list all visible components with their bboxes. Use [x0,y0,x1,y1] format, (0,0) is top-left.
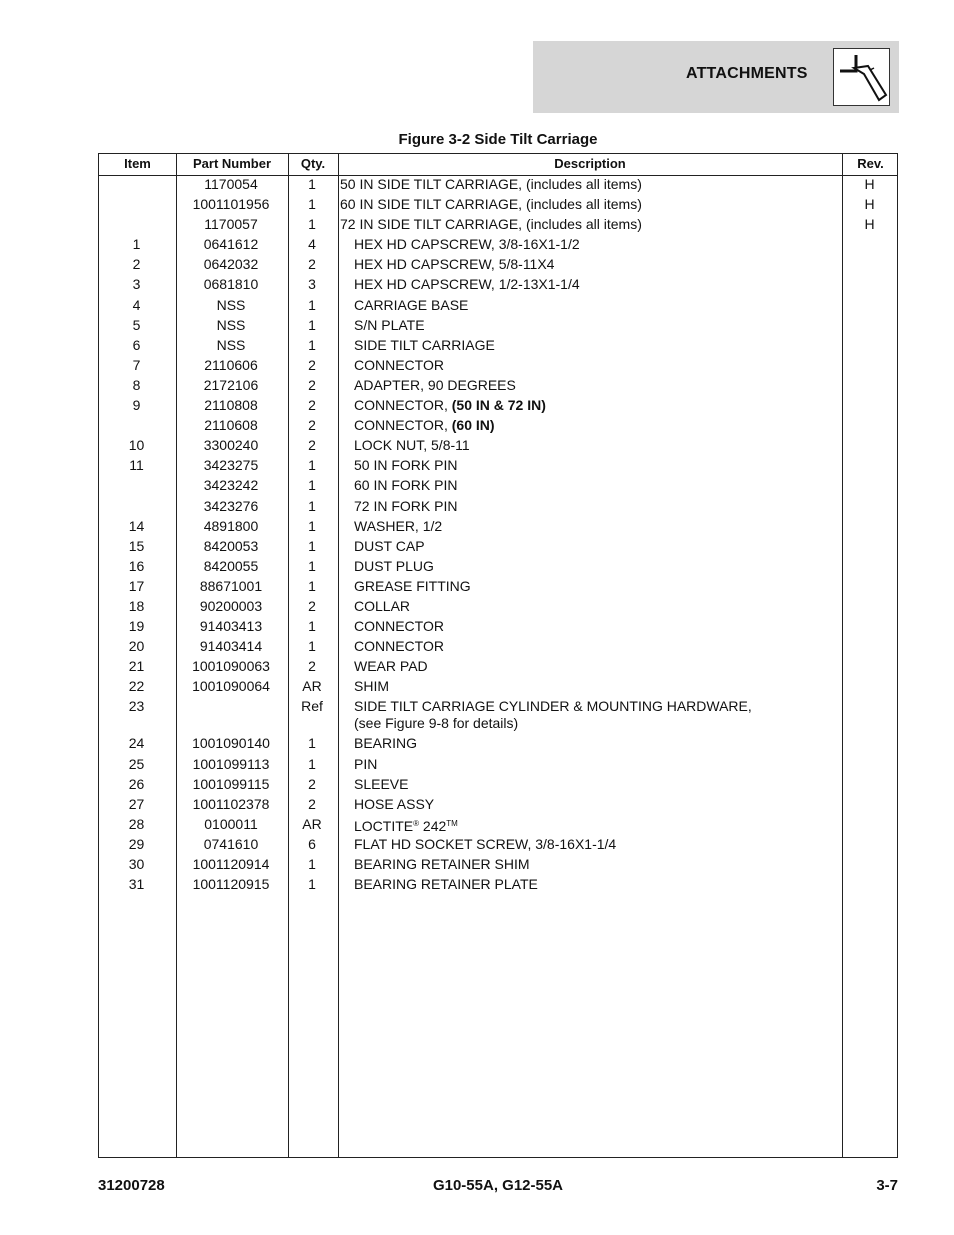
description-text: 60 IN FORK PIN [354,477,458,494]
quantity: 2 [308,795,316,812]
part-number: 3423275 [203,457,259,474]
item-number: 22 [128,678,145,695]
description-text: CONNECTOR [354,356,444,373]
table-row [98,597,898,617]
part-number: 0642032 [203,256,259,273]
description [337,255,841,273]
revision: H [864,176,875,192]
description [337,416,841,434]
description-text: CONNECTOR [354,638,444,655]
quantity: 4 [308,236,316,253]
table-row [98,875,898,895]
quantity: 1 [308,876,316,893]
part-number: 91403414 [199,638,263,655]
table-row [98,316,898,336]
quantity: AR [302,815,322,832]
table-row [98,755,898,775]
column-header-description: Description [554,156,626,171]
table-row [98,734,898,754]
description-text: BEARING RETAINER SHIM [354,856,530,872]
item-number: 21 [128,658,145,675]
description-text: FLAT HD SOCKET SCREW, 3/8-16X1-1/4 [354,835,617,852]
part-number: 2172106 [203,376,259,393]
part-number: 0641612 [203,236,259,253]
item-number: 27 [128,795,145,812]
item-number: 19 [128,618,145,635]
description [337,557,841,575]
description-text: SLEEVE [354,775,409,792]
table-row [98,557,898,577]
table-row [98,215,898,235]
description-text: DUST PLUG [354,557,434,574]
item-number: 25 [128,755,145,772]
description [337,835,841,853]
part-number: 2110808 [204,397,258,414]
description-text: ADAPTER, 90 DEGREES [354,376,516,393]
part-number: 1001090064 [192,678,270,695]
quantity: 1 [308,517,316,534]
table-row [98,476,898,496]
quantity: 1 [308,477,316,494]
part-number: 1001120914 [192,856,270,872]
item-number: 8 [132,376,141,393]
quantity: 1 [308,296,316,313]
description-text: GREASE FITTING [354,577,471,594]
description-size-note: (60 IN) [451,417,495,434]
item-number: 9 [132,397,141,414]
part-number: 1001099115 [192,775,270,792]
quantity: 1 [308,316,316,333]
description-text: 72 IN FORK PIN [354,497,458,514]
description [337,195,841,213]
item-number: 17 [128,577,145,594]
item-number: 3 [132,276,141,293]
part-number: 2110606 [204,356,258,373]
description-text: COLLAR [354,597,411,614]
description-text: CONNECTOR, [354,397,452,414]
description-text: 242 [419,817,447,834]
quantity: 2 [308,658,316,675]
quantity: 1 [308,176,316,192]
description-text: 50 IN FORK PIN [354,457,458,474]
item-number: 24 [128,735,145,752]
quantity: 1 [308,618,316,635]
part-number: NSS [216,316,246,333]
quantity: Ref [301,698,323,715]
quantity: 1 [308,497,316,514]
description [337,537,841,555]
description-text: SIDE TILT CARRIAGE [354,336,495,353]
item-number: 6 [132,336,141,353]
description [337,815,841,835]
column-header-rev: Rev. [857,156,884,171]
description [337,875,841,893]
item-number: 20 [128,638,145,655]
part-number: 8420053 [203,537,259,554]
table-row [98,637,898,657]
description [337,356,841,374]
description-text: HEX HD CAPSCREW, 3/8-16X1-1/2 [354,236,580,253]
quantity: 6 [308,835,316,852]
trademark-mark: TM [446,818,458,828]
table-row [98,436,898,456]
part-number: 1170057 [204,216,258,233]
table-row [98,255,898,275]
table-row [98,235,898,255]
description [337,617,841,635]
part-number: 1001101956 [192,196,270,213]
quantity: 2 [308,356,316,373]
part-number: 1170054 [204,176,258,192]
description [337,215,841,233]
description-text: SIDE TILT CARRIAGE CYLINDER & MOUNTING HARDWARE, [354,698,752,715]
description-text: HEX HD CAPSCREW, 1/2-13X1-1/4 [354,276,580,293]
description [337,456,841,474]
item-number: 14 [128,517,145,534]
quantity: 2 [308,376,316,393]
quantity: 1 [308,856,316,872]
part-number: NSS [216,296,246,313]
table-row [98,677,898,697]
section-title: ATTACHMENTS [686,65,808,82]
parts-table-body [98,175,898,895]
description-text: DUST CAP [354,537,425,554]
description-text: PIN [354,755,378,772]
description-text: BEARING [354,735,418,752]
table-row [98,795,898,815]
description [337,697,841,732]
item-number: 30 [128,856,145,872]
revision: H [864,196,875,213]
description-size-note: (50 IN & 72 IN) [451,397,546,414]
description-text: CONNECTOR [354,618,444,635]
description-text: S/N PLATE [354,316,425,333]
description [337,597,841,615]
table-row [98,396,898,416]
quantity: 1 [308,557,316,574]
quantity: 1 [308,577,316,594]
part-number: 4891800 [203,517,259,534]
table-row [98,815,898,835]
quantity: 1 [308,735,316,752]
description [337,436,841,454]
description-text: BEARING RETAINER PLATE [354,876,538,893]
description [337,316,841,334]
description [337,396,841,414]
item-number: 29 [128,835,145,852]
item-number: 23 [128,698,145,715]
description-text: LOCK NUT, 5/8-11 [354,437,470,454]
description [337,517,841,535]
description-text: LOCTITE [354,817,414,834]
part-number: 0741610 [203,835,259,852]
part-number: 0100011 [204,815,258,832]
table-row [98,617,898,637]
table-row [98,517,898,537]
quantity: 1 [308,638,316,655]
item-number: 28 [128,815,145,832]
description-text: 60 IN SIDE TILT CARRIAGE, (includes all items) [340,196,642,213]
column-header-qty: Qty. [300,156,326,171]
quantity: 2 [308,417,316,434]
part-number: NSS [216,336,246,353]
description [337,775,841,793]
description [337,497,841,515]
table-row [98,577,898,597]
description [337,577,841,595]
quantity: 2 [308,256,316,273]
figure-title: Figure 3-2 Side Tilt Carriage [398,131,598,148]
quantity: 1 [308,755,316,772]
registered-mark: ® [413,818,420,828]
quantity: 1 [308,196,316,213]
footer-page-number: 3-7 [876,1177,898,1194]
item-number: 5 [132,316,141,333]
table-row [98,835,898,855]
item-number: 11 [129,457,144,474]
part-number: 1001099113 [192,755,270,772]
description-text: WASHER, 1/2 [354,517,443,534]
table-row [98,456,898,476]
part-number: 1001090063 [192,658,270,675]
table-row [98,657,898,677]
description [337,476,841,494]
part-number: 1001090140 [192,735,270,752]
table-row [98,275,898,295]
table-row [98,537,898,557]
description-text: HOSE ASSY [354,795,435,812]
quantity: 2 [308,775,316,792]
description [337,755,841,773]
description-text: WEAR PAD [354,658,428,675]
item-number: 7 [132,356,141,373]
description [337,637,841,655]
item-number: 26 [128,775,145,792]
part-number: 0681810 [203,276,259,293]
part-number: 2110608 [204,417,258,434]
part-number: 1001102378 [192,795,270,812]
quantity: 2 [308,397,316,414]
description-text: 72 IN SIDE TILT CARRIAGE, (includes all items) [340,216,642,233]
table-row [98,356,898,376]
description [337,296,841,314]
part-number: 90200003 [199,597,263,614]
description [337,657,841,675]
quantity: 2 [308,597,316,614]
description-note: (see Figure 9-8 for details) [354,715,519,732]
item-number: 31 [128,876,145,893]
part-number: 3423242 [203,477,259,494]
column-header-item: Item [124,156,151,171]
quantity: 1 [308,457,316,474]
part-number: 3423276 [203,497,259,514]
table-row [98,697,898,734]
item-number: 16 [128,557,145,574]
item-number: 2 [132,256,141,273]
quantity: 2 [308,437,316,454]
table-row [98,336,898,356]
part-number: 3300240 [203,437,259,454]
description-text: 50 IN SIDE TILT CARRIAGE, (includes all items) [340,176,642,192]
table-row [98,296,898,316]
item-number: 15 [128,537,145,554]
part-number: 8420055 [203,557,259,574]
description [337,275,841,293]
description [337,795,841,813]
description [337,175,841,193]
fork-attachment-icon [833,48,890,106]
item-number: 10 [128,437,145,454]
table-row [98,855,898,875]
quantity: AR [302,678,322,695]
description [337,677,841,695]
item-number: 4 [132,296,141,313]
footer-doc-number: 31200728 [98,1177,165,1194]
item-number: 18 [128,597,145,614]
part-number: 88671001 [199,577,263,594]
description [337,855,841,873]
description [337,235,841,253]
table-row [98,195,898,215]
table-row [98,416,898,436]
table-row [98,175,898,195]
column-header-part-number: Part Number [192,156,272,171]
table-row [98,775,898,795]
part-number: 1001120915 [192,876,270,893]
revision: H [864,216,875,233]
description-text: SHIM [354,678,389,695]
quantity: 1 [308,336,316,353]
footer-model: G10-55A, G12-55A [432,1177,564,1194]
description [337,734,841,752]
table-row [98,497,898,517]
quantity: 1 [308,537,316,554]
description-text: CARRIAGE BASE [354,296,469,313]
quantity: 3 [308,276,316,293]
description-text: CONNECTOR, [354,417,452,434]
description [337,376,841,394]
table-row [98,376,898,396]
description-text: HEX HD CAPSCREW, 5/8-11X4 [354,256,555,273]
part-number: 91403413 [199,618,263,635]
description [337,336,841,354]
quantity: 1 [308,216,316,233]
item-number: 1 [132,236,141,253]
